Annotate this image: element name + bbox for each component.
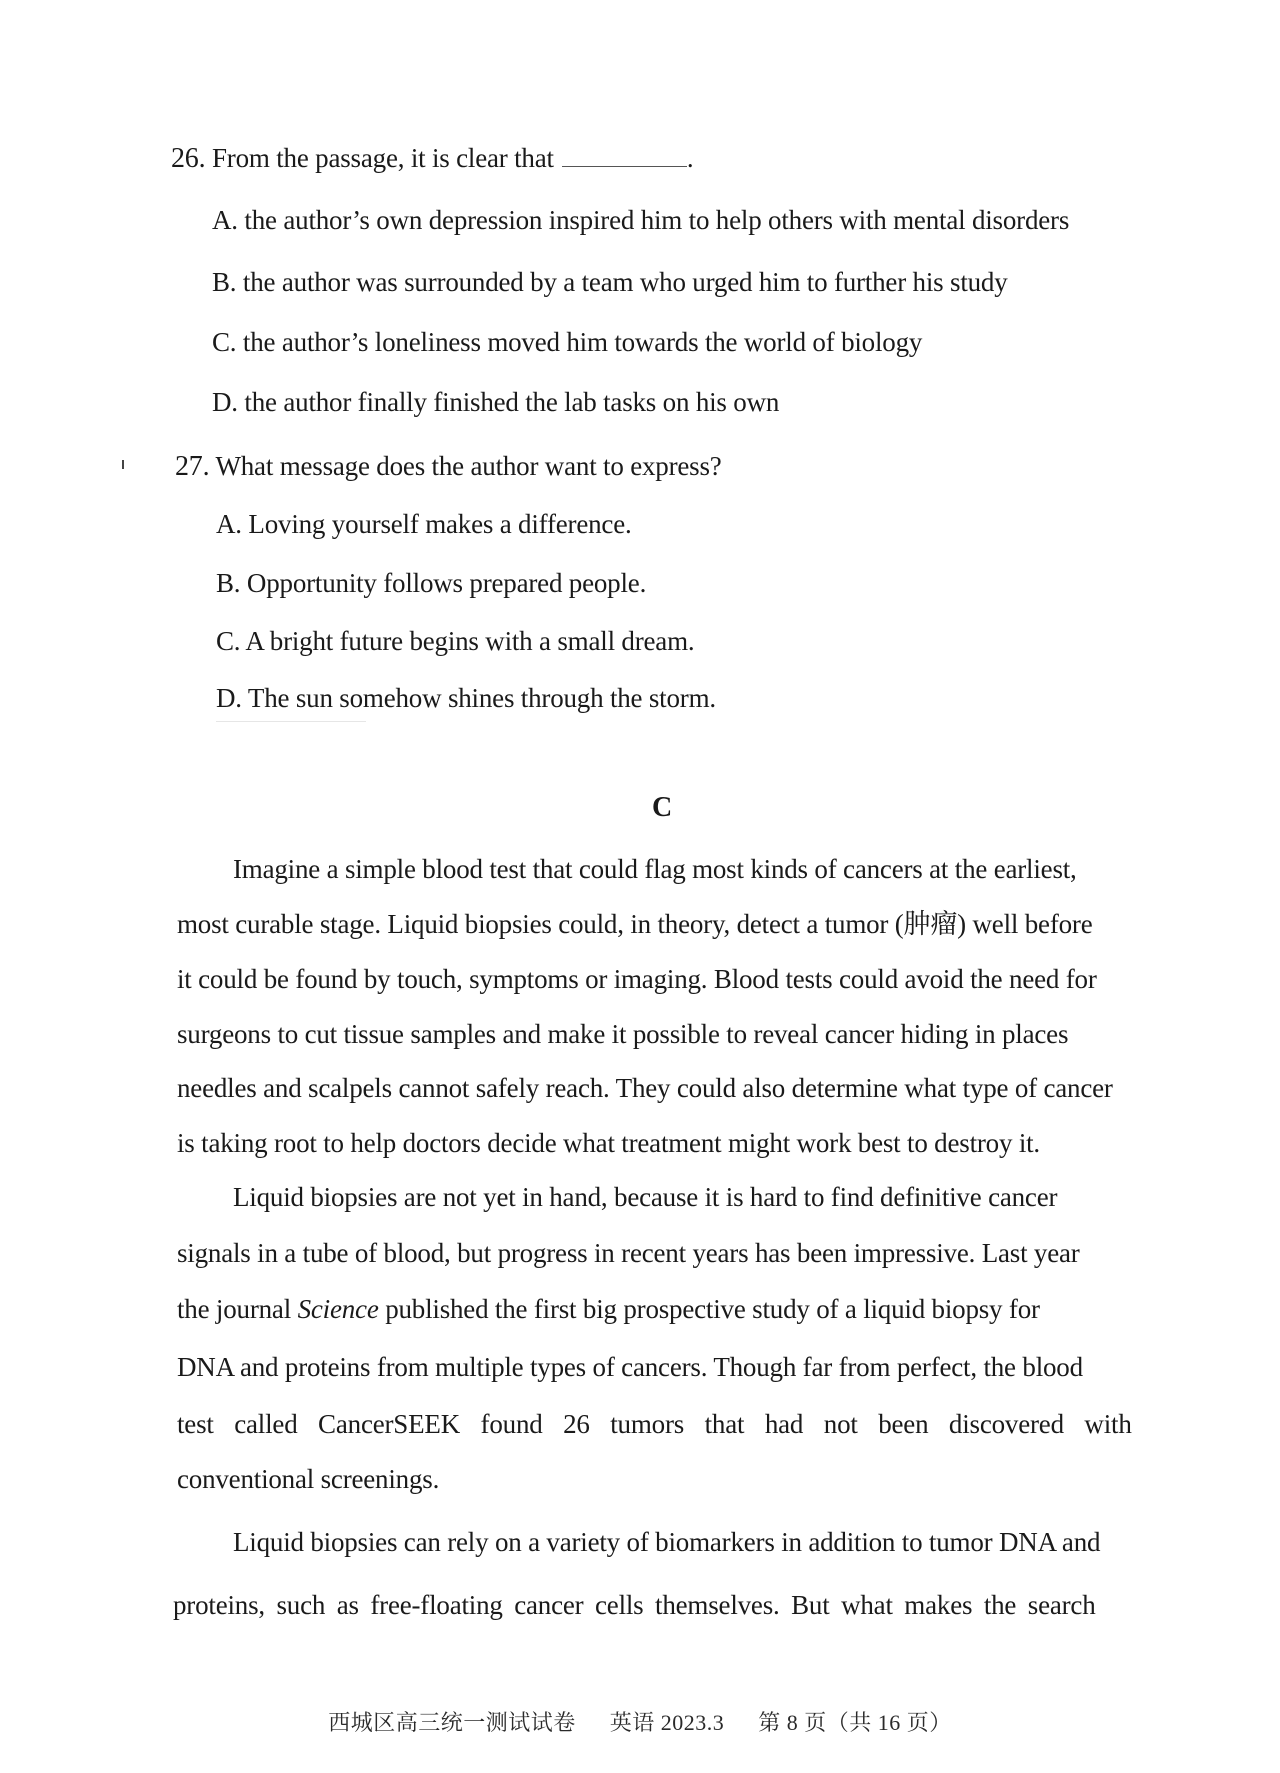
option-text: The sun somehow shines through the storm. [247,683,716,713]
option-label: D. [216,683,242,713]
scan-mark [122,460,124,469]
option-text: A bright future begins with a small dream. [245,626,695,656]
option-label: B. [216,568,241,598]
question-26-option-d [212,385,779,419]
paragraph-2-line-3 [177,1292,1040,1326]
passage-section-letter: C [652,792,673,823]
question-stem-text: What message does the author want to express? [215,451,722,481]
line-text: test called CancerSEEK found 26 tumors that had not been discovered with [177,1409,1132,1439]
paragraph-2-line-2: signals in a tube of blood, but progress in recent years has been impressive. Last year [177,1238,1080,1268]
footer-page-info: 第 8 页（共 16 页） [758,1710,952,1735]
option-text: the author’s loneliness moved him towards the world of biology [242,327,923,357]
paragraph-1-line-3: it could be found by touch, symptoms or imaging. Blood tests could avoid the need for [177,964,1097,994]
paragraph-2-line-5 [177,1407,1132,1441]
journal-title: Science [297,1294,379,1324]
question-26-option-a [212,203,1069,237]
paragraph-3-line-2 [173,1588,1096,1622]
option-text: the author finally finished the lab tasks on his own [244,387,780,417]
option-text: the author’s own depression inspired him to help others with mental disorders [244,205,1070,235]
line-text: proteins, such as free-floating cancer cells themselves. But what makes the search [173,1590,1096,1620]
paragraph-1-line-2: most curable stage. Liquid biopsies could, in theory, detect a tumor (肿瘤) well before [177,909,1093,939]
page-footer [0,1706,1280,1737]
question-27-option-a [216,507,632,541]
line-text-prefix: the journal [177,1294,292,1324]
option-text: the author was surrounded by a team who urged him to further his study [242,267,1008,297]
question-27-stem [175,449,722,484]
option-text: Opportunity follows prepared people. [246,568,647,598]
paragraph-1-line-6: is taking root to help doctors decide what treatment might work best to destroy it. [177,1128,1040,1158]
line-text-suffix: published the first big prospective study of a liquid biopsy for [385,1294,1040,1324]
paragraph-2-line-1: Liquid biopsies are not yet in hand, because it is hard to find definitive cancer [233,1182,1058,1212]
footer-exam-title: 西城区高三统一测试试卷 [328,1710,576,1735]
option-label: A. [212,205,238,235]
footer-subject-date: 英语 2023.3 [609,1710,725,1735]
question-number: 26. [171,143,206,174]
question-27-option-c [216,624,694,658]
question-26-option-b [212,265,1008,299]
option-label: A. [216,509,242,539]
answer-blank [562,142,687,167]
option-label: C. [212,327,237,357]
question-number: 27. [175,451,210,482]
paragraph-2-line-4: DNA and proteins from multiple types of cancers. Though far from perfect, the blood [177,1352,1083,1382]
question-stem-text: From the passage, it is clear that [211,143,554,173]
paragraph-2-line-6: conventional screenings. [177,1464,440,1494]
paragraph-3-line-1: Liquid biopsies can rely on a variety of biomarkers in addition to tumor DNA and [233,1527,1101,1557]
option-label: B. [212,267,237,297]
paragraph-1-line-1: Imagine a simple blood test that could flag most kinds of cancers at the earliest, [233,854,1077,884]
paragraph-1-line-5: needles and scalpels cannot safely reach. They could also determine what type of cancer [177,1073,1113,1103]
question-27-option-b [216,566,646,600]
blank-suffix: . [686,143,694,173]
option-label: D. [212,387,238,417]
option-label: C. [216,626,241,656]
option-text: Loving yourself makes a difference. [248,509,632,539]
question-26-option-c [212,325,922,359]
paragraph-1-line-4: surgeons to cut tissue samples and make it possible to reveal cancer hiding in places [177,1019,1069,1049]
question-26-stem [171,141,693,176]
question-27-option-d [216,681,716,715]
faint-rule [216,721,366,722]
